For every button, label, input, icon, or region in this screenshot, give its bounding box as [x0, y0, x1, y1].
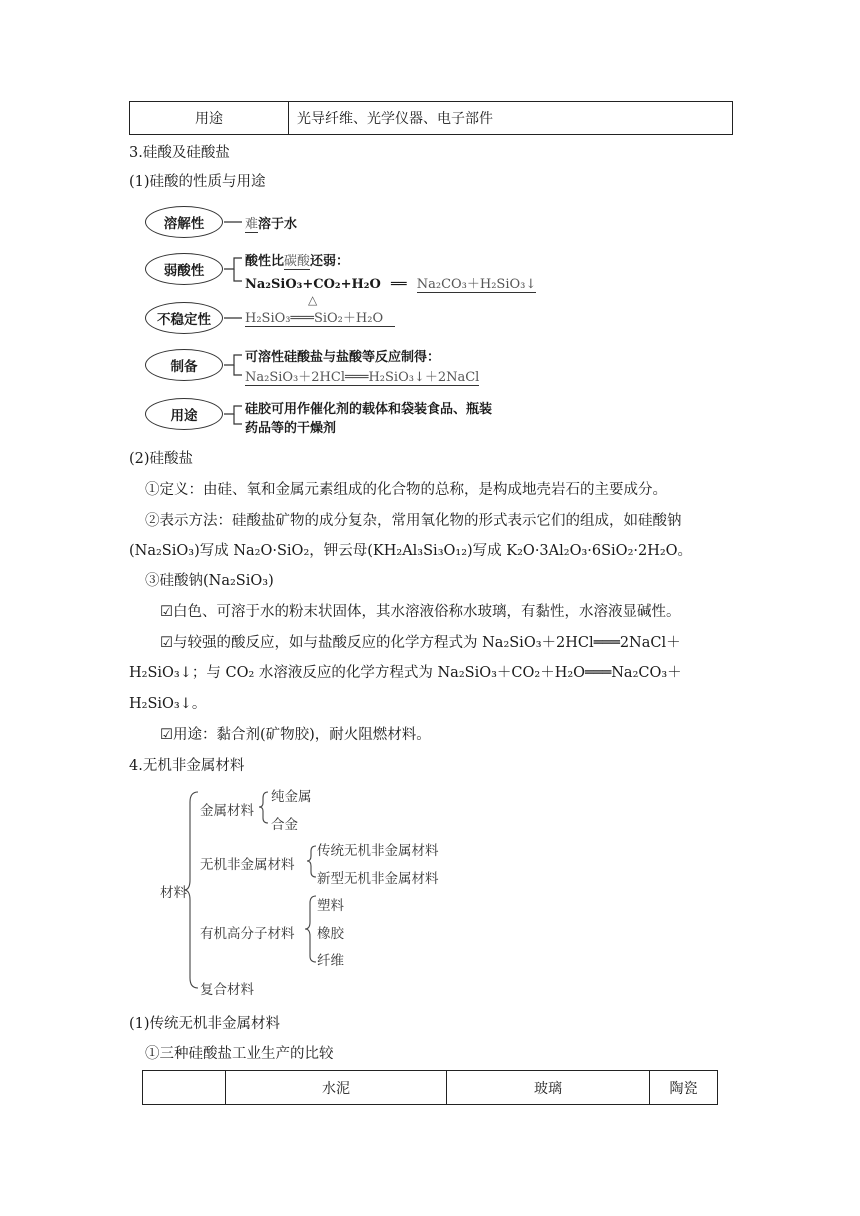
silicate-notation-line1: ②表示方法：硅酸盐矿物的成分复杂，常用氧化物的形式表示它们的组成，如硅酸钠	[145, 513, 682, 529]
sodium-silicate-point-2a: ☑与较强的酸反应，如与盐酸反应的化学方程式为 Na₂SiO₃＋2HCl═══2NaCl＋	[160, 635, 681, 651]
sodium-silicate-point-3: ☑用途：黏合剂(矿物胶)，耐火阻燃材料。	[160, 727, 431, 743]
new-inorganic: 新型无机非金属材料	[317, 871, 439, 887]
rubber: 橡胶	[317, 926, 344, 942]
table-cell-value: 光导纤维、光学仪器、电子部件	[289, 102, 733, 135]
solubility-desc: 溶于水	[258, 217, 298, 232]
plastic: 塑料	[317, 898, 344, 914]
pure-metal: 纯金属	[271, 789, 312, 805]
table-cell-label: 用途	[130, 102, 289, 135]
silicate-notation-line2: (Na₂SiO₃)写成 Na₂O·SiO₂，钾云母(KH₂Al₃Si₃O₁₂)写成 K₂O·3Al₂O₃·6SiO₂·2H₂O。	[129, 543, 693, 559]
silicate-definition: ①定义：由硅、氧和金属元素组成的化合物的总称，是构成地壳岩石的主要成分。	[145, 482, 667, 498]
composite-materials: 复合材料	[200, 982, 254, 998]
node-usage: 用途	[145, 398, 223, 430]
header-cell-cement: 水泥	[226, 1071, 447, 1105]
fill-in-answer: H₂SiO₃═══SiO₂＋H₂O	[245, 307, 395, 327]
table-header-row	[143, 1071, 718, 1105]
preparation-desc: 可溶性硅酸盐与盐酸等反应制得：	[245, 350, 441, 365]
fill-in-answer: Na₂SiO₃＋2HCl═══H₂SiO₃↓＋2NaCl	[245, 366, 479, 386]
sodium-silicate-title: ③硅酸钠(Na₂SiO₃)	[145, 573, 274, 589]
materials-root: 材料	[160, 885, 187, 901]
organic-polymer-materials: 有机高分子材料	[200, 926, 295, 942]
traditional-inorganic: 传统无机非金属材料	[317, 843, 439, 859]
acidity-desc-c: 还弱：	[310, 254, 350, 269]
sodium-silicate-point-2b: H₂SiO₃↓；与 CO₂ 水溶液反应的化学方程式为 Na₂SiO₃＋CO₂＋H₂O═══Na₂CO₃＋	[129, 665, 682, 681]
section-4-1-subtitle: ①三种硅酸盐工业生产的比较	[145, 1046, 334, 1062]
comparison-table	[142, 1070, 718, 1105]
usage-desc-line2: 药品等的干燥剂	[245, 421, 337, 436]
fill-in-answer: 难	[245, 217, 259, 232]
inorganic-nonmetal-materials: 无机非金属材料	[200, 857, 295, 873]
fiber: 纤维	[317, 953, 344, 969]
node-weak-acidity: 弱酸性	[145, 253, 223, 285]
node-solubility: 溶解性	[145, 206, 223, 238]
node-instability: 不稳定性	[145, 302, 223, 334]
node-preparation: 制备	[145, 349, 223, 381]
section-3-1-title: (1)硅酸的性质与用途	[129, 174, 266, 190]
fill-in-answer: 碳酸	[284, 254, 311, 269]
equation-equals: ══	[390, 277, 407, 292]
header-cell-empty	[143, 1071, 226, 1105]
sodium-silicate-point-2c: H₂SiO₃↓。	[129, 696, 207, 712]
header-cell-glass: 玻璃	[447, 1071, 650, 1105]
metal-materials: 金属材料	[200, 803, 254, 819]
heat-condition: △	[308, 293, 318, 307]
fill-in-answer: Na₂CO₃＋H₂SiO₃↓	[416, 277, 537, 292]
header-cell-ceramic: 陶瓷	[650, 1071, 718, 1105]
section-3-title: 3.硅酸及硅酸盐	[129, 145, 230, 161]
usage-desc-line1: 硅胶可用作催化剂的载体和袋装食品、瓶装	[245, 402, 493, 417]
section-4-1-title: (1)传统无机非金属材料	[129, 1016, 281, 1032]
section-3-2-title: (2)硅酸盐	[129, 451, 194, 467]
acidity-desc-a: 酸性比	[245, 254, 285, 269]
sodium-silicate-point-1: ☑白色、可溶于水的粉末状固体，其水溶液俗称水玻璃，有黏性，水溶液显碱性。	[160, 604, 681, 620]
equation-reactants: Na₂SiO₃+CO₂+H₂O	[245, 277, 381, 292]
alloy: 合金	[271, 817, 298, 833]
section-4-title: 4.无机非金属材料	[129, 758, 245, 774]
